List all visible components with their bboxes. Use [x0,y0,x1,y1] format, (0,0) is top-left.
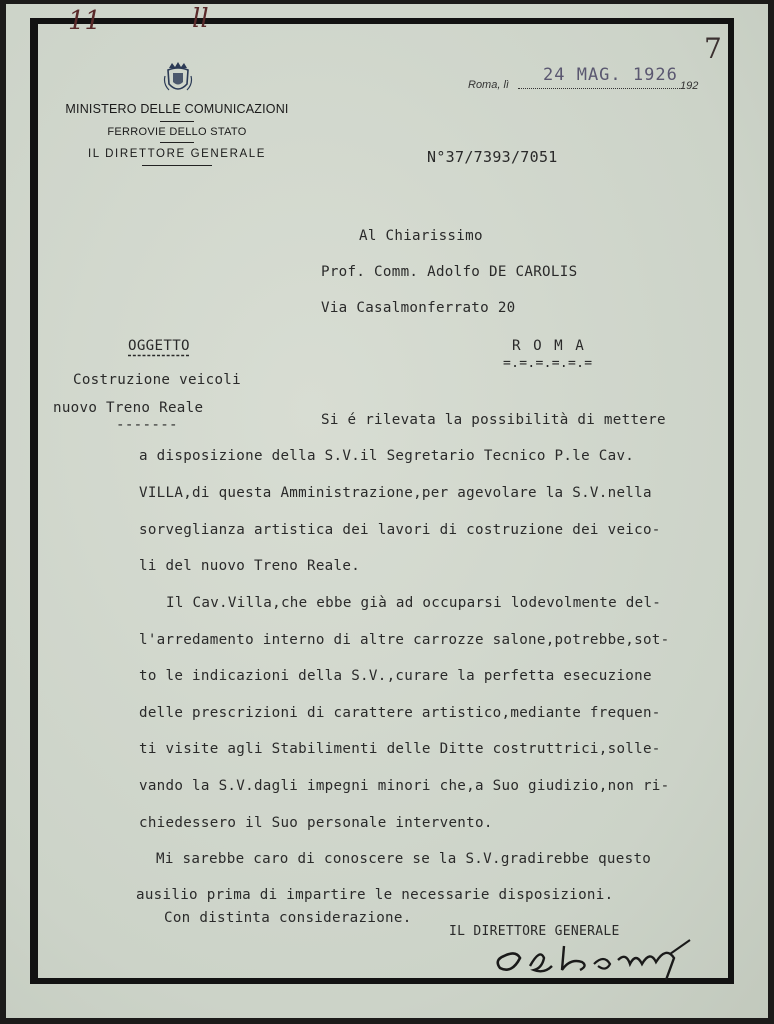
recipient-city-underline: =.=.=.=.=.= [503,356,593,371]
body-line: chiedessero il Suo personale intervento. [139,815,493,831]
dateline-dots [518,88,682,89]
rule [160,121,194,122]
body-line: vando la S.V.dagli impegni minori che,a Suo giudizio,non ri- [139,778,670,794]
letter-paper [6,4,768,1018]
crown-crest-icon [163,62,193,96]
director-header: IL DIRETTORE GENERALE [87,148,267,160]
page-number: 7 [704,32,722,65]
ministry-name: MINISTERO DELLE COMUNICAZIONI [65,102,289,116]
body-line: Si é rilevata la possibilità di mettere [321,412,666,428]
pencil-note-left: 11 [68,6,102,36]
railways-name: FERROVIE DELLO STATO [107,126,247,138]
body-line: l'arredamento interno di altre carrozze salone,potrebbe,sot- [139,632,670,648]
body-line: sorveglianza artistica dei lavori di costruzione dei veico- [139,522,661,538]
dateline-year: 192 [680,80,699,92]
rule [142,165,212,166]
handwritten-signature [490,936,700,986]
body-line: ausilio prima di impartire le necessarie disposizioni. [136,887,614,903]
body-line: Mi sarebbe caro di conoscere se la S.V.gradirebbe questo [156,851,652,867]
body-line: li del nuovo Treno Reale. [139,558,361,574]
stamped-date: 24 MAG. 1926 [543,65,678,85]
rule [160,142,194,143]
body-line: a disposizione della S.V.il Segretario Tecnico P.le Cav. [139,448,635,464]
recipient-salutation: Al Chiarissimo [359,228,483,244]
recipient-city: R O M A [512,338,586,354]
subject-heading: OGGETTO [128,338,190,354]
body-line: VILLA,di questa Amministrazione,per agevolare la S.V.nella [139,485,652,501]
body-line: delle prescrizioni di carattere artistico,mediante frequen- [139,705,661,721]
subject-line-1: Costruzione veicoli [73,372,241,388]
recipient-street: Via Casalmonferrato 20 [321,300,516,316]
pencil-note-mid: ll [192,4,209,34]
protocol-number: N°37/7393/7051 [427,148,558,166]
signature-title: IL DIRETTORE GENERALE [449,924,620,939]
dateline-place: Roma, lì [468,79,509,91]
body-line: ti visite agli Stabilimenti delle Ditte costruttrici,solle- [139,741,661,757]
body-line: Il Cav.Villa,che ebbe già ad occuparsi lodevolmente del- [166,595,662,611]
recipient-name: Prof. Comm. Adolfo DE CAROLIS [321,264,578,280]
subject-line-2: nuovo Treno Reale [53,400,204,416]
body-line: to le indicazioni della S.V.,curare la perfetta esecuzione [139,668,652,684]
subject-underline: ------- [116,417,178,433]
body-line: Con distinta considerazione. [164,910,412,926]
letterhead [52,102,302,166]
